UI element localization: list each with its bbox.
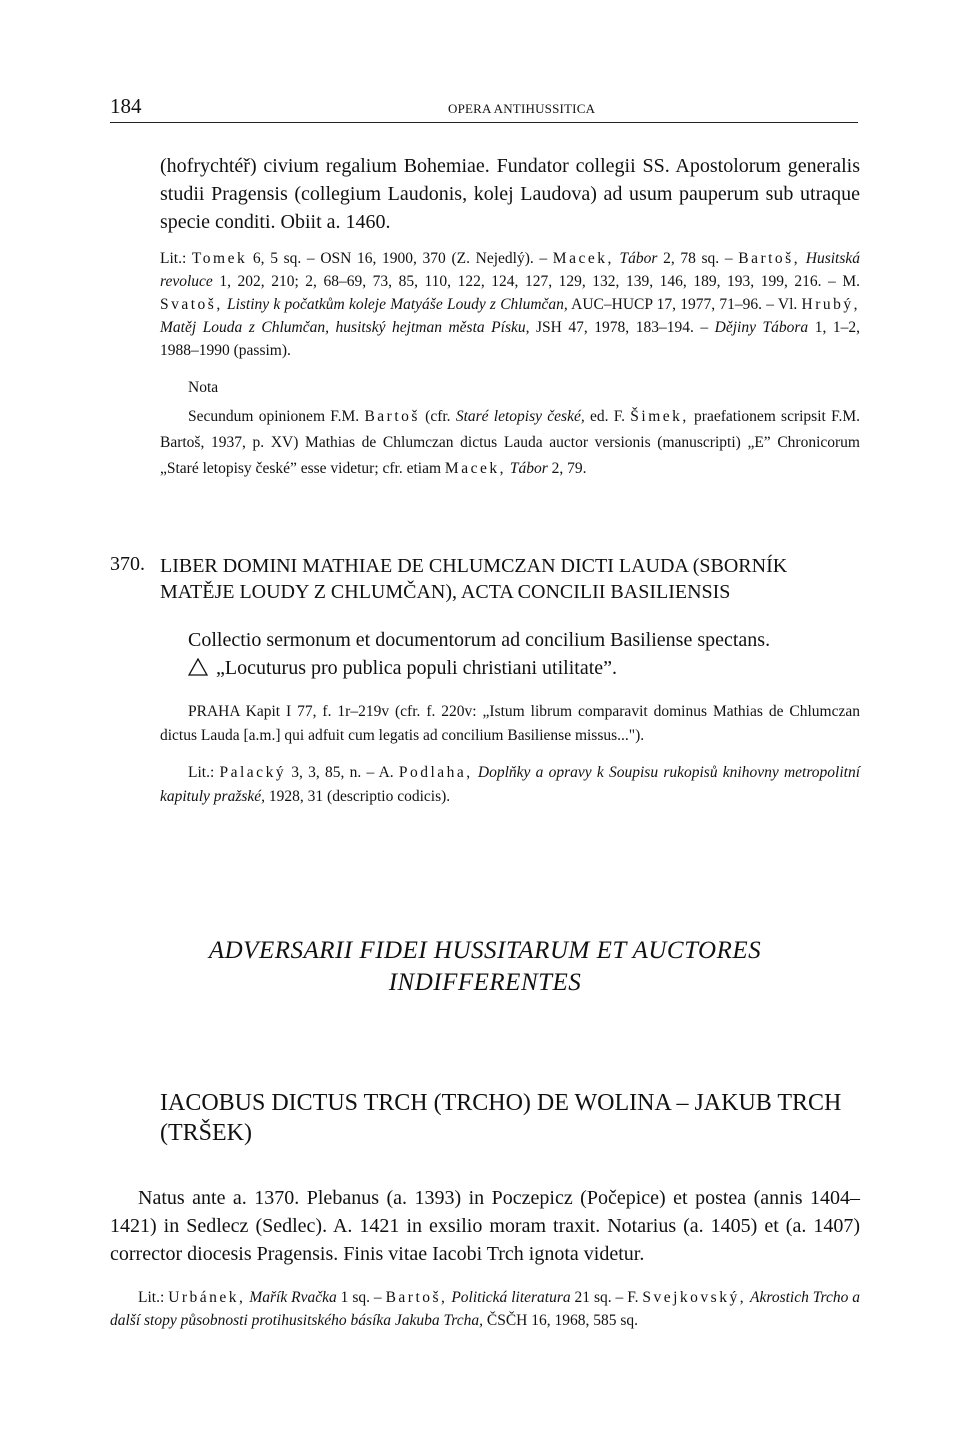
nota-author: Bartoš [364,408,420,425]
lit-label: Lit.: [138,1289,169,1306]
lit-author: Hrubý, [801,296,860,313]
nota-part: ed. F. [584,408,631,425]
lit-author: Svejkovský, [642,1289,747,1306]
lit-author: Macek, [552,250,614,267]
nota-work: Tábor [509,460,548,477]
lit-text: 3, 3, 85, n. – A. [286,764,399,781]
page-number: 184 [110,94,142,118]
entry-370-incipit [188,654,860,682]
entry-370-title: LIBER DOMINI MATHIAE DE CHLUMCZAN DICTI LAUDA (SBORNÍK MATĚJE LOUDY Z CHLUMČAN), ACTA CONCILII BASILIENSIS [160,555,788,603]
running-title: OPERA ANTIHUSSITICA [448,101,596,116]
section-heading-line1: ADVERSARII FIDEI HUSSITARUM ET AUCTORES [208,937,762,964]
nota-work: Staré letopisy české, [455,408,585,425]
entry-370-manuscript: PRAHA Kapit I 77, f. 1r–219v (cfr. f. 220v: „Istum librum comparavit dominus Mathias de Chlumczan dictus Lauda [a.m.] qui adfuit cum legatis ad concilium Basiliense missus..."). [160,703,860,744]
triangle-icon [188,658,208,676]
lit-author: Bartoš, [385,1289,448,1306]
lit-author: Palacký [219,764,287,781]
lit-work: Mařík Rvačka [249,1289,337,1306]
lit-work: Husitská revoluce [160,250,861,290]
lit-label: Lit.: [188,764,220,781]
lit-text: JSH 47, 1978, 183–194. – [529,319,715,336]
lit-author: Svatoš, [160,296,223,313]
lit-work: Tábor [619,250,658,267]
section-heading-line2: INDIFFERENTES [388,969,582,996]
lit-work: Akrostich Trcho a další stopy působnosti protihusitského básíka Jakuba Trcha, [110,1289,861,1329]
nota-part: (cfr. [419,408,456,425]
lit-text: AUC–HUCP 17, 1977, 71–96. – Vl. [567,296,802,313]
lit-author: Podlaha, [398,764,473,781]
lit-work: Politická literatura [451,1289,571,1306]
lit-text: 6, 5 sq. – OSN 16, 1900, 370 (Z. Nejedlý). – [247,250,553,267]
entry-369-bio: (hofrychtéř) civium regalium Bohemiae. Fundator collegii SS. Apostolorum generalis studii Pragensis (collegium Laudonis, kolej Laudova) ad usum pauperum sub utraque specie conditi. Obiit a. 1460. [160,155,860,233]
author-title: IACOBUS DICTUS TRCH (TRCHO) DE WOLINA – JAKUB TRCH (TRŠEK) [160,1090,842,1146]
header-rule [110,122,858,123]
entry-370-number: 370. [110,553,145,575]
nota-author: Macek, [444,460,506,477]
nota-part: 2, 79. [547,460,587,477]
nota-heading: Nota [188,379,219,396]
lit-work: Dějiny Tábora [714,319,809,336]
entry-370-description [188,626,860,682]
lit-text: ČSČH 16, 1968, 585 sq. [483,1312,639,1329]
nota-part: praefationem scripsit F.M. Bartoš, 1937, p. XV) Mathias de Chlumczan dictus Lauda auctor versionis (manuscripti) „E” Chronicorum „Staré letopisy české” esse videtur; cfr. etiam [160,408,860,477]
lit-text: 1 sq. – [336,1289,386,1306]
lit-author: Bartoš, [738,250,801,267]
author-literature [110,1286,860,1332]
lit-text: 1, 202, 210; 2, 68–69, 73, 85, 110, 122, 124, 127, 129, 132, 139, 146, 189, 193, 199, 216. – M. [212,273,860,290]
lit-author: Tomek [191,250,248,267]
lit-work: Matěj Louda z Chlumčan, husitský hejtman města Písku, [160,319,530,336]
incipit-text: „Locuturus pro publica populi christiani utilitate”. [216,657,618,679]
lit-text: 1928, 31 (descriptio codicis). [265,788,451,805]
lit-text: 1, 1–2, 1988–1990 (passim). [160,319,861,359]
nota-text [160,404,860,482]
nota-part: Secundum opinionem F.M. [188,408,365,425]
author-bio: Natus ante a. 1370. Plebanus (a. 1393) in Poczepicz (Počepice) et postea (annis 1404–1421) in Sedlecz (Sedlec). A. 1421 in exsilio moram traxit. Notarius (a. 1405) et (a. 1407) corrector diocesis Pragensis. Finis vitae Iacobi Trch ignota videtur. [110,1187,860,1265]
lit-label: Lit.: [160,250,192,267]
lit-text: 2, 78 sq. – [657,250,739,267]
nota-author: Šimek, [630,408,689,425]
lit-text: 21 sq. – F. [570,1289,643,1306]
entry-370-literature [160,761,860,809]
entry-369-literature [160,247,860,362]
lit-author: Urbánek, [168,1289,246,1306]
section-heading [110,935,860,999]
entry-370-desc-text: Collectio sermonum et documentorum ad concilium Basiliense spectans. [188,629,771,651]
lit-work: Doplňky a opravy k Soupisu rukopisů knihovny metropolitní kapituly pražské, [160,764,861,805]
lit-work: Listiny k počatkům koleje Matyáše Loudy z Chlumčan, [226,296,568,313]
